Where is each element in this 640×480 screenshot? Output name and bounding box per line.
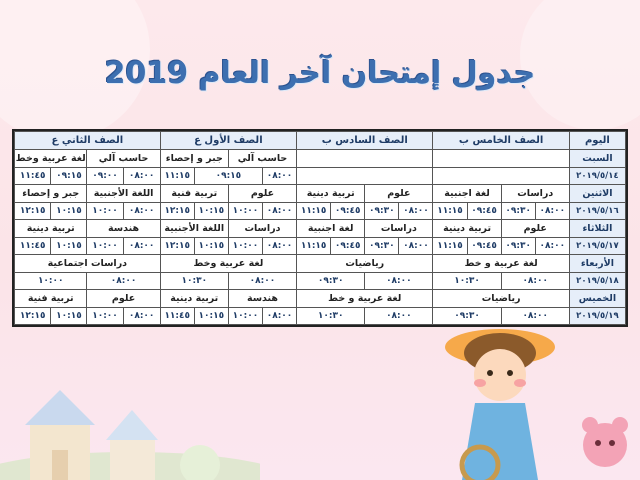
subject-cell: تربية دينية bbox=[15, 220, 87, 238]
time-row bbox=[15, 273, 626, 290]
time-cell: ٠٩:٣٠ bbox=[297, 273, 365, 290]
time-cell: ١٠:١٥ bbox=[51, 203, 87, 220]
time-cell: ٠٩:٣٠ bbox=[501, 238, 535, 255]
subject-row bbox=[15, 289, 626, 307]
subject-cell: تربية دينية bbox=[433, 220, 501, 238]
time-cell: ٠٨:٠٠ bbox=[501, 273, 569, 290]
time-cell: ١٢:١٥ bbox=[160, 203, 194, 220]
day-cell: الثلاثاء bbox=[569, 220, 625, 238]
time-cell: ١١:١٥ bbox=[160, 168, 194, 185]
subject-cell: علوم bbox=[87, 289, 160, 307]
time-cell: ٠٨:٠٠ bbox=[535, 238, 569, 255]
header-grade5: الصف الخامس ب bbox=[433, 132, 569, 150]
subject-cell: اللغة الأجنبية bbox=[87, 185, 160, 203]
subject-cell: هندسة bbox=[87, 220, 160, 238]
time-cell: ٠٩:٠٠ bbox=[87, 168, 123, 185]
subject-cell: لغة عربية وخط bbox=[15, 150, 87, 168]
time-cell: ٠٩:٤٥ bbox=[467, 203, 501, 220]
day-cell: الأربعاء bbox=[569, 255, 625, 273]
subject-cell: تربية فنية bbox=[15, 289, 87, 307]
empty-cell bbox=[433, 168, 569, 185]
time-cell: ٠٩:٣٠ bbox=[433, 308, 501, 325]
time-cell: ٠٩:٣٠ bbox=[365, 203, 399, 220]
exam-schedule-table bbox=[12, 129, 628, 327]
empty-cell bbox=[297, 168, 433, 185]
time-cell: ١٢:١٥ bbox=[15, 308, 51, 325]
subject-cell: تربية فنية bbox=[160, 185, 228, 203]
subject-row bbox=[15, 255, 626, 273]
time-cell: ١٠:١٥ bbox=[51, 238, 87, 255]
time-cell: ١٠:١٥ bbox=[194, 238, 228, 255]
subject-row bbox=[15, 185, 626, 203]
empty-cell bbox=[297, 150, 433, 168]
time-cell: ٠٨:٠٠ bbox=[365, 273, 433, 290]
time-cell: ٠٩:٤٥ bbox=[331, 238, 365, 255]
subject-cell: جبر و إحصاء bbox=[160, 150, 228, 168]
time-cell: ٠٨:٠٠ bbox=[123, 238, 160, 255]
time-cell: ١٠:٠٠ bbox=[87, 238, 123, 255]
time-cell: ٠٩:٣٠ bbox=[365, 238, 399, 255]
time-cell: ٠٨:٠٠ bbox=[365, 308, 433, 325]
time-cell: ١٠:١٥ bbox=[194, 308, 228, 325]
girl-illustration bbox=[420, 325, 640, 480]
time-cell: ١٠:٠٠ bbox=[87, 203, 123, 220]
subject-cell: علوم bbox=[228, 185, 296, 203]
header-day: اليوم bbox=[569, 132, 625, 150]
subject-cell: دراسات bbox=[365, 220, 433, 238]
subject-cell: لغة عربية وخط bbox=[160, 255, 296, 273]
empty-cell bbox=[433, 150, 569, 168]
time-row bbox=[15, 168, 626, 185]
time-cell: ١٢:١٥ bbox=[160, 238, 194, 255]
subject-cell: جبر و إحصاء bbox=[15, 185, 87, 203]
time-cell: ١١:١٥ bbox=[297, 203, 331, 220]
time-cell: ١٠:٣٠ bbox=[297, 308, 365, 325]
time-cell: ٠٨:٠٠ bbox=[123, 168, 160, 185]
subject-cell: رياضيات bbox=[297, 255, 433, 273]
castle-illustration bbox=[0, 380, 260, 480]
time-cell: ١١:١٥ bbox=[297, 238, 331, 255]
subject-cell: حاسب آلي bbox=[87, 150, 160, 168]
subject-cell: لغة اجنبية bbox=[297, 220, 365, 238]
date-cell: ٢٠١٩/٥/١٦ bbox=[569, 203, 625, 220]
time-row bbox=[15, 203, 626, 220]
time-cell: ١١:٤٥ bbox=[15, 168, 51, 185]
subject-cell: دراسات bbox=[501, 185, 569, 203]
time-cell: ١٠:٠٠ bbox=[87, 308, 123, 325]
time-cell: ١٠:٠٠ bbox=[228, 203, 262, 220]
day-cell: الاثنين bbox=[569, 185, 625, 203]
time-cell: ٠٨:٠٠ bbox=[123, 203, 160, 220]
subject-cell: حاسب آلي bbox=[228, 150, 296, 168]
time-cell: ١٠:٣٠ bbox=[160, 273, 228, 290]
time-row bbox=[15, 238, 626, 255]
date-cell: ٢٠١٩/٥/١٤ bbox=[569, 168, 625, 185]
subject-cell: اللغة الأجنبية bbox=[160, 220, 228, 238]
date-cell: ٢٠١٩/٥/١٧ bbox=[569, 238, 625, 255]
time-cell: ١١:٤٥ bbox=[15, 238, 51, 255]
subject-cell: علوم bbox=[365, 185, 433, 203]
time-cell: ٠٨:٠٠ bbox=[262, 203, 296, 220]
subject-cell: هندسة bbox=[228, 289, 296, 307]
time-cell: ١٠:٠٠ bbox=[228, 238, 262, 255]
time-cell: ٠٨:٠٠ bbox=[123, 308, 160, 325]
subject-row bbox=[15, 150, 626, 168]
time-cell: ٠٩:٤٥ bbox=[331, 203, 365, 220]
time-cell: ٠٩:١٥ bbox=[51, 168, 87, 185]
time-cell: ١١:١٥ bbox=[433, 203, 467, 220]
time-cell: ٠٩:٤٥ bbox=[467, 238, 501, 255]
time-row bbox=[15, 308, 626, 325]
subject-row bbox=[15, 220, 626, 238]
time-cell: ١١:٤٥ bbox=[160, 308, 194, 325]
time-cell: ٠٨:٠٠ bbox=[399, 238, 433, 255]
header-grade7: الصف الأول ع bbox=[160, 132, 296, 150]
time-cell: ٠٨:٠٠ bbox=[501, 308, 569, 325]
time-cell: ٠٨:٠٠ bbox=[87, 273, 160, 290]
header-grade8: الصف الثاني ع bbox=[15, 132, 161, 150]
time-cell: ٠٨:٠٠ bbox=[262, 308, 296, 325]
subject-cell: دراسات bbox=[228, 220, 296, 238]
time-cell: ١٠:٣٠ bbox=[433, 273, 501, 290]
day-cell: الخميس bbox=[569, 289, 625, 307]
time-cell: ٠٨:٠٠ bbox=[262, 168, 296, 185]
time-cell: ١٠:١٥ bbox=[194, 203, 228, 220]
subject-cell: دراسات اجتماعية bbox=[15, 255, 161, 273]
time-cell: ٠٨:٠٠ bbox=[399, 203, 433, 220]
day-cell: السبت bbox=[569, 150, 625, 168]
header-grade6: الصف السادس ب bbox=[297, 132, 433, 150]
subject-cell: لغة عربية و خط bbox=[297, 289, 433, 307]
subject-cell: رياضيات bbox=[433, 289, 569, 307]
subject-cell: تربية دينية bbox=[297, 185, 365, 203]
header-row bbox=[15, 132, 626, 150]
date-cell: ٢٠١٩/٥/١٨ bbox=[569, 273, 625, 290]
time-cell: ١٢:١٥ bbox=[15, 203, 51, 220]
time-cell: ٠٩:٣٠ bbox=[501, 203, 535, 220]
time-cell: ١١:١٥ bbox=[433, 238, 467, 255]
time-cell: ١٠:٠٠ bbox=[15, 273, 87, 290]
time-cell: ١٠:٠٠ bbox=[228, 308, 262, 325]
subject-cell: تربية دينية bbox=[160, 289, 228, 307]
time-cell: ١٠:١٥ bbox=[51, 308, 87, 325]
time-cell: ٠٨:٠٠ bbox=[262, 238, 296, 255]
time-cell: ٠٩:١٥ bbox=[194, 168, 262, 185]
subject-cell: علوم bbox=[501, 220, 569, 238]
subject-cell: لغة اجنبية bbox=[433, 185, 501, 203]
time-cell: ٠٨:٠٠ bbox=[535, 203, 569, 220]
page-title: جدول إمتحان آخر العام 2019 bbox=[104, 56, 536, 91]
subject-cell: لغة عربية و خط bbox=[433, 255, 569, 273]
time-cell: ٠٨:٠٠ bbox=[228, 273, 296, 290]
date-cell: ٢٠١٩/٥/١٩ bbox=[569, 308, 625, 325]
